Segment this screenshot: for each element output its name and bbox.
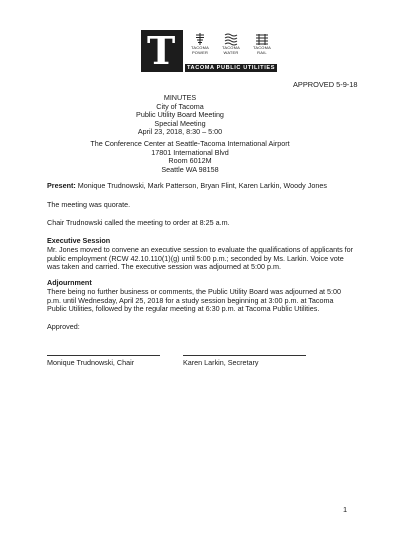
executive-session bbox=[47, 237, 377, 272]
header-date: April 23, 2018, 8:30 – 5:00 bbox=[137, 127, 223, 137]
water-line1: TACOMA bbox=[221, 45, 240, 50]
venue-room: Room 6012M bbox=[168, 156, 212, 166]
present-names: Monique Trudnowski, Mark Patterson, Bryan Flint, Karen Larkin, Woody Jones bbox=[77, 181, 327, 190]
power-icon bbox=[193, 32, 207, 46]
header-title: MINUTES bbox=[163, 93, 197, 102]
logo-letter: T bbox=[147, 28, 176, 73]
rail-division bbox=[247, 30, 277, 63]
header-meeting-type: Special Meeting bbox=[154, 118, 206, 128]
executive-line-1: Mr. Jones moved to convene an executive session to evaluate the qualifications of applicants for bbox=[47, 244, 354, 254]
t-logo-mark bbox=[141, 30, 183, 72]
secretary-signature-name: Karen Larkin, Secretary bbox=[183, 358, 259, 367]
quorum-statement: The meeting was quorate. bbox=[47, 200, 131, 209]
present-label: Present: bbox=[47, 181, 76, 190]
minutes-header bbox=[100, 94, 260, 137]
venue-street: 17801 International Blvd bbox=[151, 147, 229, 157]
logo-divisions bbox=[185, 30, 277, 63]
logo-banner: TACOMA PUBLIC UTILITIES bbox=[186, 65, 276, 71]
water-line2: WATER bbox=[223, 49, 239, 55]
page-number: 1 bbox=[343, 505, 348, 514]
approval-stamp: APPROVED 5-9-18 bbox=[293, 80, 358, 89]
adjournment-line-2: p.m. until Wednesday, April 25, 2018 for a study session beginning at 3:00 p.m. at Tacoma bbox=[47, 295, 334, 305]
venue-name: The Conference Center at Seattle-Tacoma International Airport bbox=[90, 139, 290, 148]
call-to-order: Chair Trudnowski called the meeting to order at 8:25 a.m. bbox=[47, 218, 230, 227]
power-division bbox=[185, 30, 215, 63]
approved-label: Approved: bbox=[47, 322, 80, 331]
secretary-signature-line bbox=[183, 355, 306, 356]
water-icon bbox=[224, 32, 238, 46]
rail-icon bbox=[255, 32, 269, 46]
adjournment-section bbox=[47, 279, 377, 314]
rail-line2: RAIL bbox=[257, 49, 267, 55]
venue-city: Seattle WA 98158 bbox=[161, 164, 219, 174]
rail-line1: TACOMA bbox=[252, 45, 271, 50]
power-line1: TACOMA bbox=[190, 45, 209, 50]
venue-block bbox=[90, 140, 290, 174]
power-line2: POWER bbox=[191, 49, 209, 55]
adjournment-line-1: There being no further business or comments, the Public Utility Board was adjourned at 5:00 bbox=[47, 286, 342, 296]
header-city: City of Tacoma bbox=[156, 101, 204, 111]
executive-line-3: was taken and carried. The executive session was adjourned at 5:00 p.m. bbox=[47, 262, 281, 272]
adjournment-heading: Adjournment bbox=[47, 278, 92, 287]
chair-signature-line bbox=[47, 355, 160, 356]
chair-signature-name: Monique Trudnowski, Chair bbox=[47, 358, 135, 367]
tacoma-public-utilities-logo bbox=[141, 30, 277, 72]
executive-session-heading: Executive Session bbox=[47, 236, 111, 245]
water-division bbox=[216, 30, 246, 63]
attendance-line bbox=[47, 182, 377, 191]
header-board: Public Utility Board Meeting bbox=[136, 110, 224, 120]
executive-line-2: public employment (RCW 42.10.110(1)(g) until 5:00 p.m.; seconded by Ms. Larkin. Voice vote bbox=[47, 253, 344, 263]
adjournment-line-3: Public Utilities, followed by the regular meeting at 6:30 p.m. at Tacoma Public Utilities. bbox=[47, 304, 320, 314]
